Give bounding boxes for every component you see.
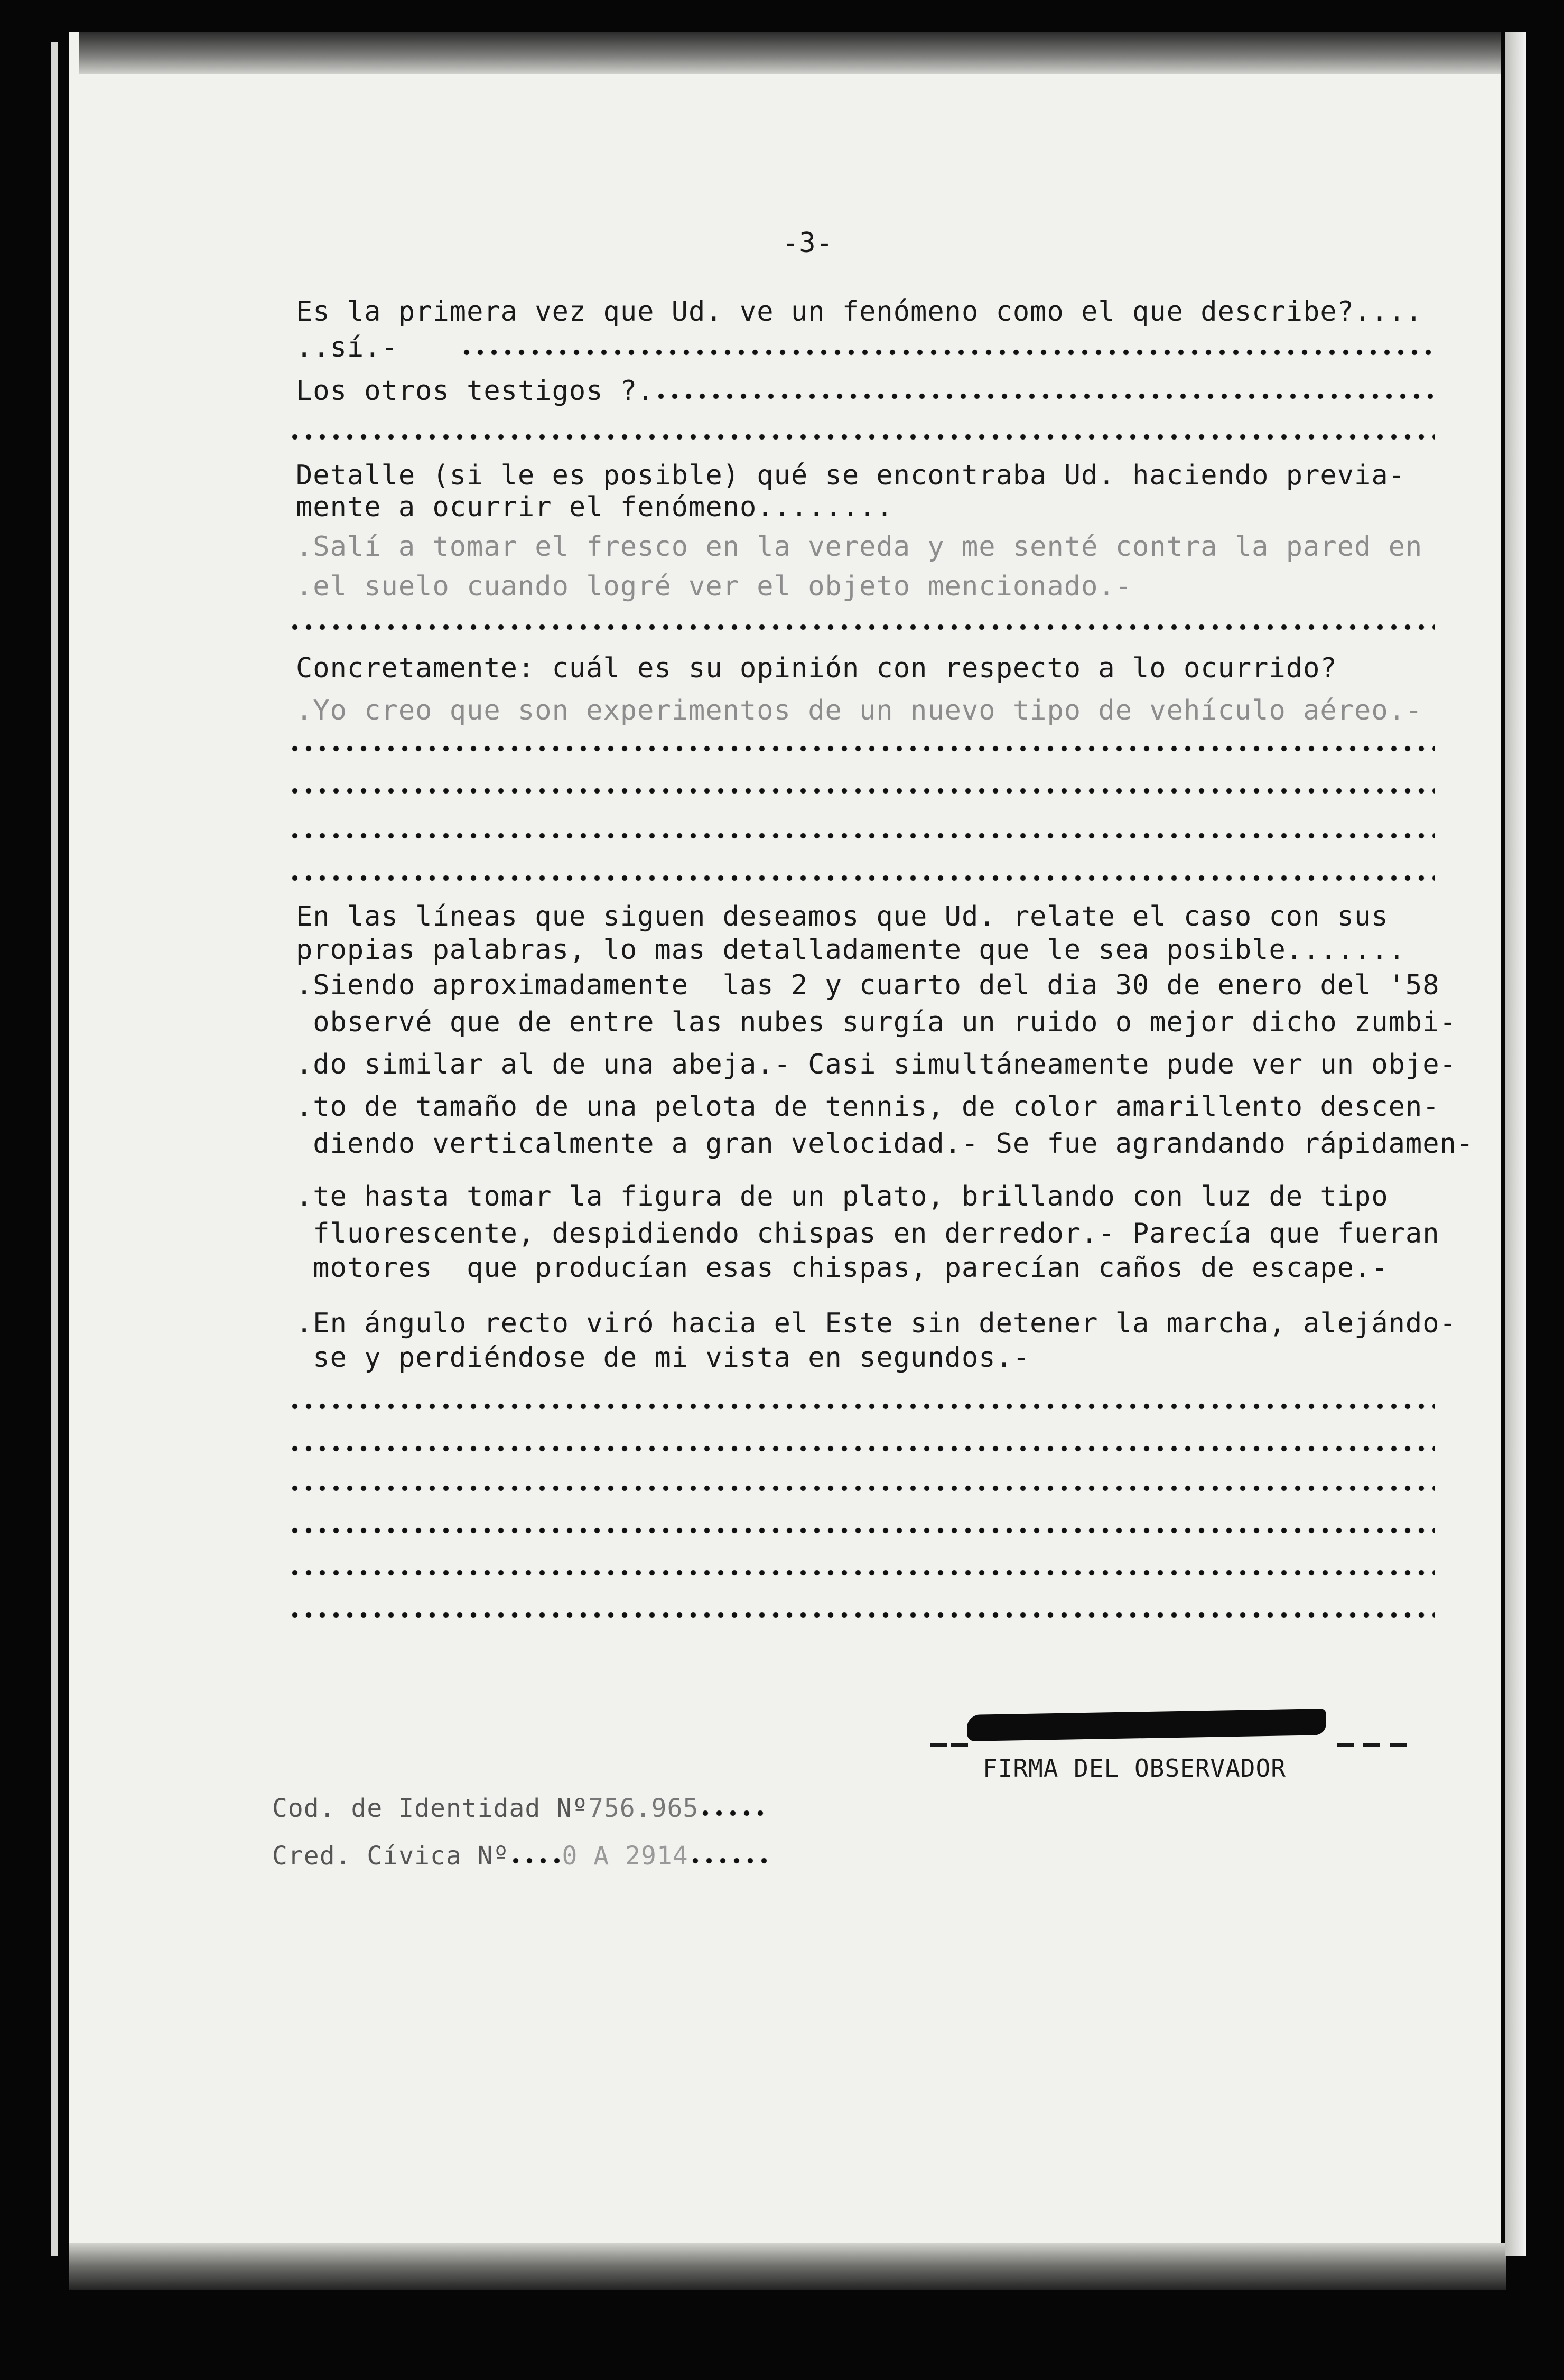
question-activity-line-1: Detalle (si le es posible) qué se encontraba Ud. haciendo previa- [296, 460, 1405, 491]
dotted-line [288, 874, 1435, 882]
civic-credential: Cred. Cívica Nº 0 A 2914 [272, 1841, 773, 1871]
top-edge-shadow [79, 32, 1501, 74]
narrative-line: se y perdiéndose de mi vista en segundos.- [296, 1342, 1030, 1374]
narrative-line: observé que de entre las nubes surgía un ruido o mejor dicho zumbi- [296, 1006, 1457, 1038]
left-edge-strip [51, 42, 58, 2256]
answer-opinion: .Yo creo que son experimentos de un nuevo tipo de vehículo aéreo.- [296, 695, 1423, 726]
question-first-time: Es la primera vez que Ud. ve un fenómeno como el que describe?.... [296, 296, 1423, 328]
signature-dash [1337, 1743, 1354, 1747]
dotted-line [288, 745, 1435, 752]
question-narrative-line-1: En las líneas que siguen deseamos que Ud. relate el caso con sus [296, 901, 1389, 932]
answer-activity-line-1: .Salí a tomar el fresco en la vereda y me senté contra la pared en [296, 531, 1423, 563]
answer-activity-line-2: .el suelo cuando logré ver el objeto mencionado.- [296, 571, 1133, 602]
narrative-line: diendo verticalmente a gran velocidad.- Se fue agrandando rápidamen- [296, 1128, 1474, 1160]
narrative-line: motores que producían esas chispas, parecían caños de escape.- [296, 1252, 1389, 1284]
answer-first-time: ..sí.- [296, 332, 398, 363]
dotted-line [288, 623, 1435, 631]
dotted-line [288, 832, 1435, 839]
question-activity-line-2: mente a ocurrir el fenómeno........ [296, 491, 893, 523]
question-narrative-line-2: propias palabras, lo mas detalladamente que le sea posible....... [296, 934, 1405, 966]
signature-dash [930, 1743, 947, 1747]
dotted-line [288, 1485, 1435, 1492]
dotted-line [288, 1569, 1435, 1576]
bottom-edge-shadow [69, 2243, 1506, 2290]
narrative-line: .to de tamaño de una pelota de tennis, de color amarillento descen- [296, 1091, 1440, 1123]
right-edge-strip [1505, 32, 1526, 2256]
dotted-line [288, 1611, 1435, 1619]
dotted-line [288, 1527, 1435, 1534]
dotted-fill [460, 349, 1435, 356]
narrative-line: .do similar al de una abeja.- Casi simultáneamente pude ver un obje- [296, 1049, 1457, 1080]
dotted-line [288, 1445, 1435, 1452]
narrative-line: fluorescente, despidiendo chispas en derredor.- Parecía que fueran [296, 1218, 1440, 1249]
page-number: -3- [782, 227, 833, 259]
dotted-line [288, 1403, 1435, 1410]
signature-label: FIRMA DEL OBSERVADOR [983, 1754, 1286, 1782]
signature-dash [1390, 1743, 1407, 1747]
narrative-line: .En ángulo recto viró hacia el Este sin detener la marcha, alejándo- [296, 1308, 1457, 1339]
dotted-line [288, 433, 1435, 441]
signature-dash [951, 1743, 968, 1747]
identity-number: Cod. de Identidad Nº756.965 [272, 1794, 767, 1823]
signature-dash [1363, 1743, 1380, 1747]
dotted-line [288, 787, 1435, 795]
question-opinion: Concretamente: cuál es su opinión con respecto a lo ocurrido? [296, 652, 1337, 684]
question-other-witnesses: Los otros testigos ?. [296, 375, 1436, 407]
narrative-line: .Siendo aproximadamente las 2 y cuarto del dia 30 de enero del '58 [296, 969, 1440, 1001]
narrative-line: .te hasta tomar la figura de un plato, brillando con luz de tipo [296, 1181, 1389, 1212]
